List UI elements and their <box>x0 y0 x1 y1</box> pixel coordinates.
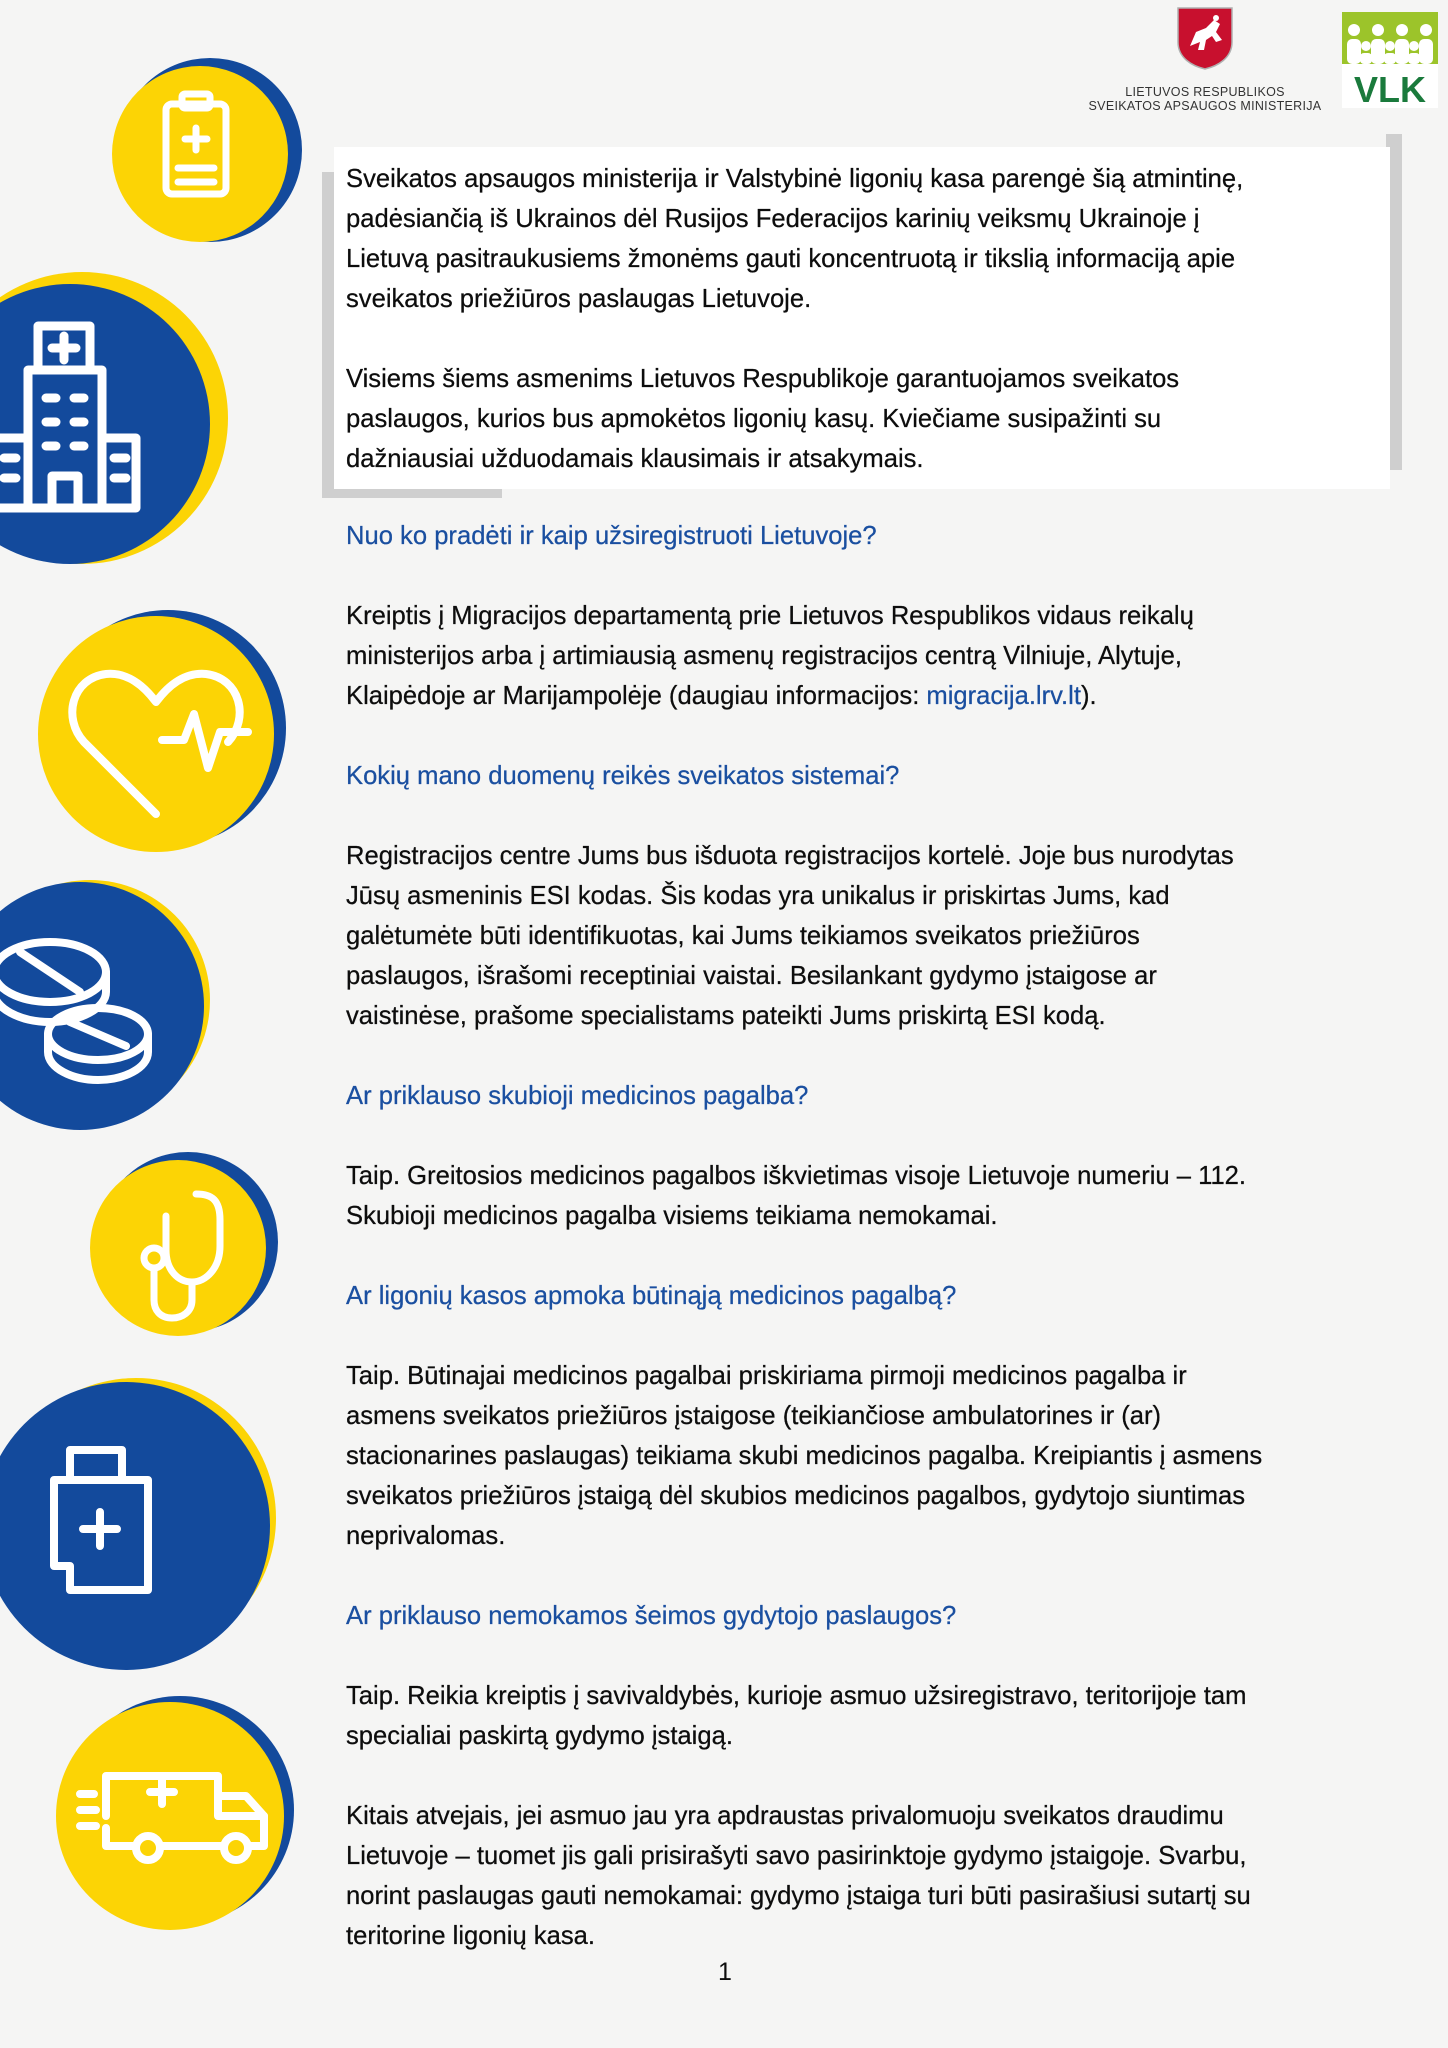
vlk-people-icon <box>1342 12 1438 108</box>
ministry-name-line2: SVEIKATOS APSAUGOS MINISTERIJA <box>1088 99 1322 113</box>
answer-registration: Kreiptis į Migracijos departamentą prie Lietuvos Respublikos vidaus reikalų ministerijos arba į artimiausią asmenų registracijos centrą Vilniuje, Alytuje, Klaipėdoje ar Marijampolėje (daugiau informacijos: migracija.lrv.lt). <box>346 602 1194 710</box>
answer-necessary-care: Taip. Būtinajai medicinos pagalbai priskiriama pirmoji medicinos pagalba ir asmens sveikatos priežiūros įstaigose (teikiančiose ambulatorines ir (ar) stacionarines paslaugas) teikiama skubi medicinos pagalba. Kreipiantis į asmens sveikatos priežiūros įstaigą dėl skubios medicinos pagalbos, gydytojo siuntimas neprivalomas. <box>346 1362 1263 1550</box>
vlk-text: VLK <box>1354 69 1426 108</box>
question-emergency: Ar priklauso skubioji medicinos pagalba? <box>346 1082 809 1110</box>
answer-data: Registracijos centre Jums bus išduota registracijos kortelė. Joje bus nurodytas Jūsų asmeninis ESI kodas. Šis kodas yra unikalus ir priskirtas Jums, kad galėtumėte būti identifikuotas, kai Jums teikiamos sveikatos priežiūros paslaugos, išrašomi receptiniai vaistai. Besilankant gydymo įstaigose ar vaistinėse, prašome specialistams pateikti Jums priskirtą ESI kodą. <box>346 842 1234 1030</box>
heartbeat-circle <box>32 604 292 864</box>
first-aid-kit-icon <box>0 1376 284 1676</box>
stethoscope-circle <box>88 1150 278 1340</box>
ministry-name-line1: LIETUVOS RESPUBLIKOS <box>1125 85 1285 99</box>
hospital-circle <box>0 270 250 570</box>
answer-family-doctor-1: Taip. Reikia kreiptis į savivaldybės, kurioje asmuo užsiregistravo, teritorijoje tam specialiai paskirtą gydymo įstaigą. <box>346 1682 1247 1750</box>
question-registration: Nuo ko pradėti ir kaip užsiregistruoti Lietuvoje? <box>346 522 877 550</box>
coat-of-arms-icon <box>1176 6 1234 70</box>
pills-circle <box>0 876 212 1136</box>
stethoscope-icon <box>88 1150 278 1340</box>
question-family-doctor: Ar priklauso nemokamos šeimos gydytojo paslaugos? <box>346 1602 957 1630</box>
intro-paragraph-2: Visiems šiems asmenims Lietuvos Respublikoje garantuojamos sveikatos paslaugos, kurios bus apmokėtos ligonių kasų. Kviečiame susipažinti su dažniausiai užduodamais klausimais ir atsakymais. <box>346 365 1180 473</box>
vlk-logo <box>1342 12 1438 108</box>
answer-family-doctor-2: Kitais atvejais, jei asmuo jau yra apdraustas privalomuoju sveikatos draudimu Lietuvoje – tuomet jis gali prisirašyti savo pasirinktoje gydymo įstaigoje. Svarbu, norint paslaugas gauti nemokamai: gydymo įstaiga turi būti pasirašiusi sutartį su teritorine ligonių kasa. <box>346 1802 1251 1950</box>
faq-content <box>346 516 1396 1956</box>
hospital-icon <box>0 270 250 570</box>
first-aid-circle <box>0 1376 284 1676</box>
pills-icon <box>0 876 212 1136</box>
intro-paragraph-1: Sveikatos apsaugos ministerija ir Valstybinė ligonių kasa parengė šią atmintinę, padėsiančią iš Ukrainos dėl Rusijos Federacijos karinių veiksmų Ukrainoje į Lietuvą pasitraukusiems žmonėms gauti koncentruotą ir tikslią informaciją apie sveikatos priežiūros paslaugas Lietuvoje. <box>346 165 1244 313</box>
answer-emergency: Taip. Greitosios medicinos pagalbos iškvietimas visoje Lietuvoje numeriu – 112. Skubioji medicinos pagalba visiems teikiama nemokamai. <box>346 1162 1247 1230</box>
ambulance-icon <box>50 1690 300 1940</box>
migracija-link[interactable]: migracija.lrv.lt <box>926 682 1081 710</box>
clipboard-circle <box>112 58 302 248</box>
question-necessary-care: Ar ligonių kasos apmoka būtinąją medicinos pagalbą? <box>346 1282 957 1310</box>
question-data: Kokių mano duomenų reikės sveikatos sistemai? <box>346 762 900 790</box>
clipboard-icon <box>112 58 302 248</box>
ministry-logo <box>1080 6 1330 113</box>
ambulance-circle <box>50 1690 300 1940</box>
heartbeat-icon <box>32 604 292 864</box>
page-number: 1 <box>718 1958 732 1986</box>
intro-box <box>334 147 1390 489</box>
